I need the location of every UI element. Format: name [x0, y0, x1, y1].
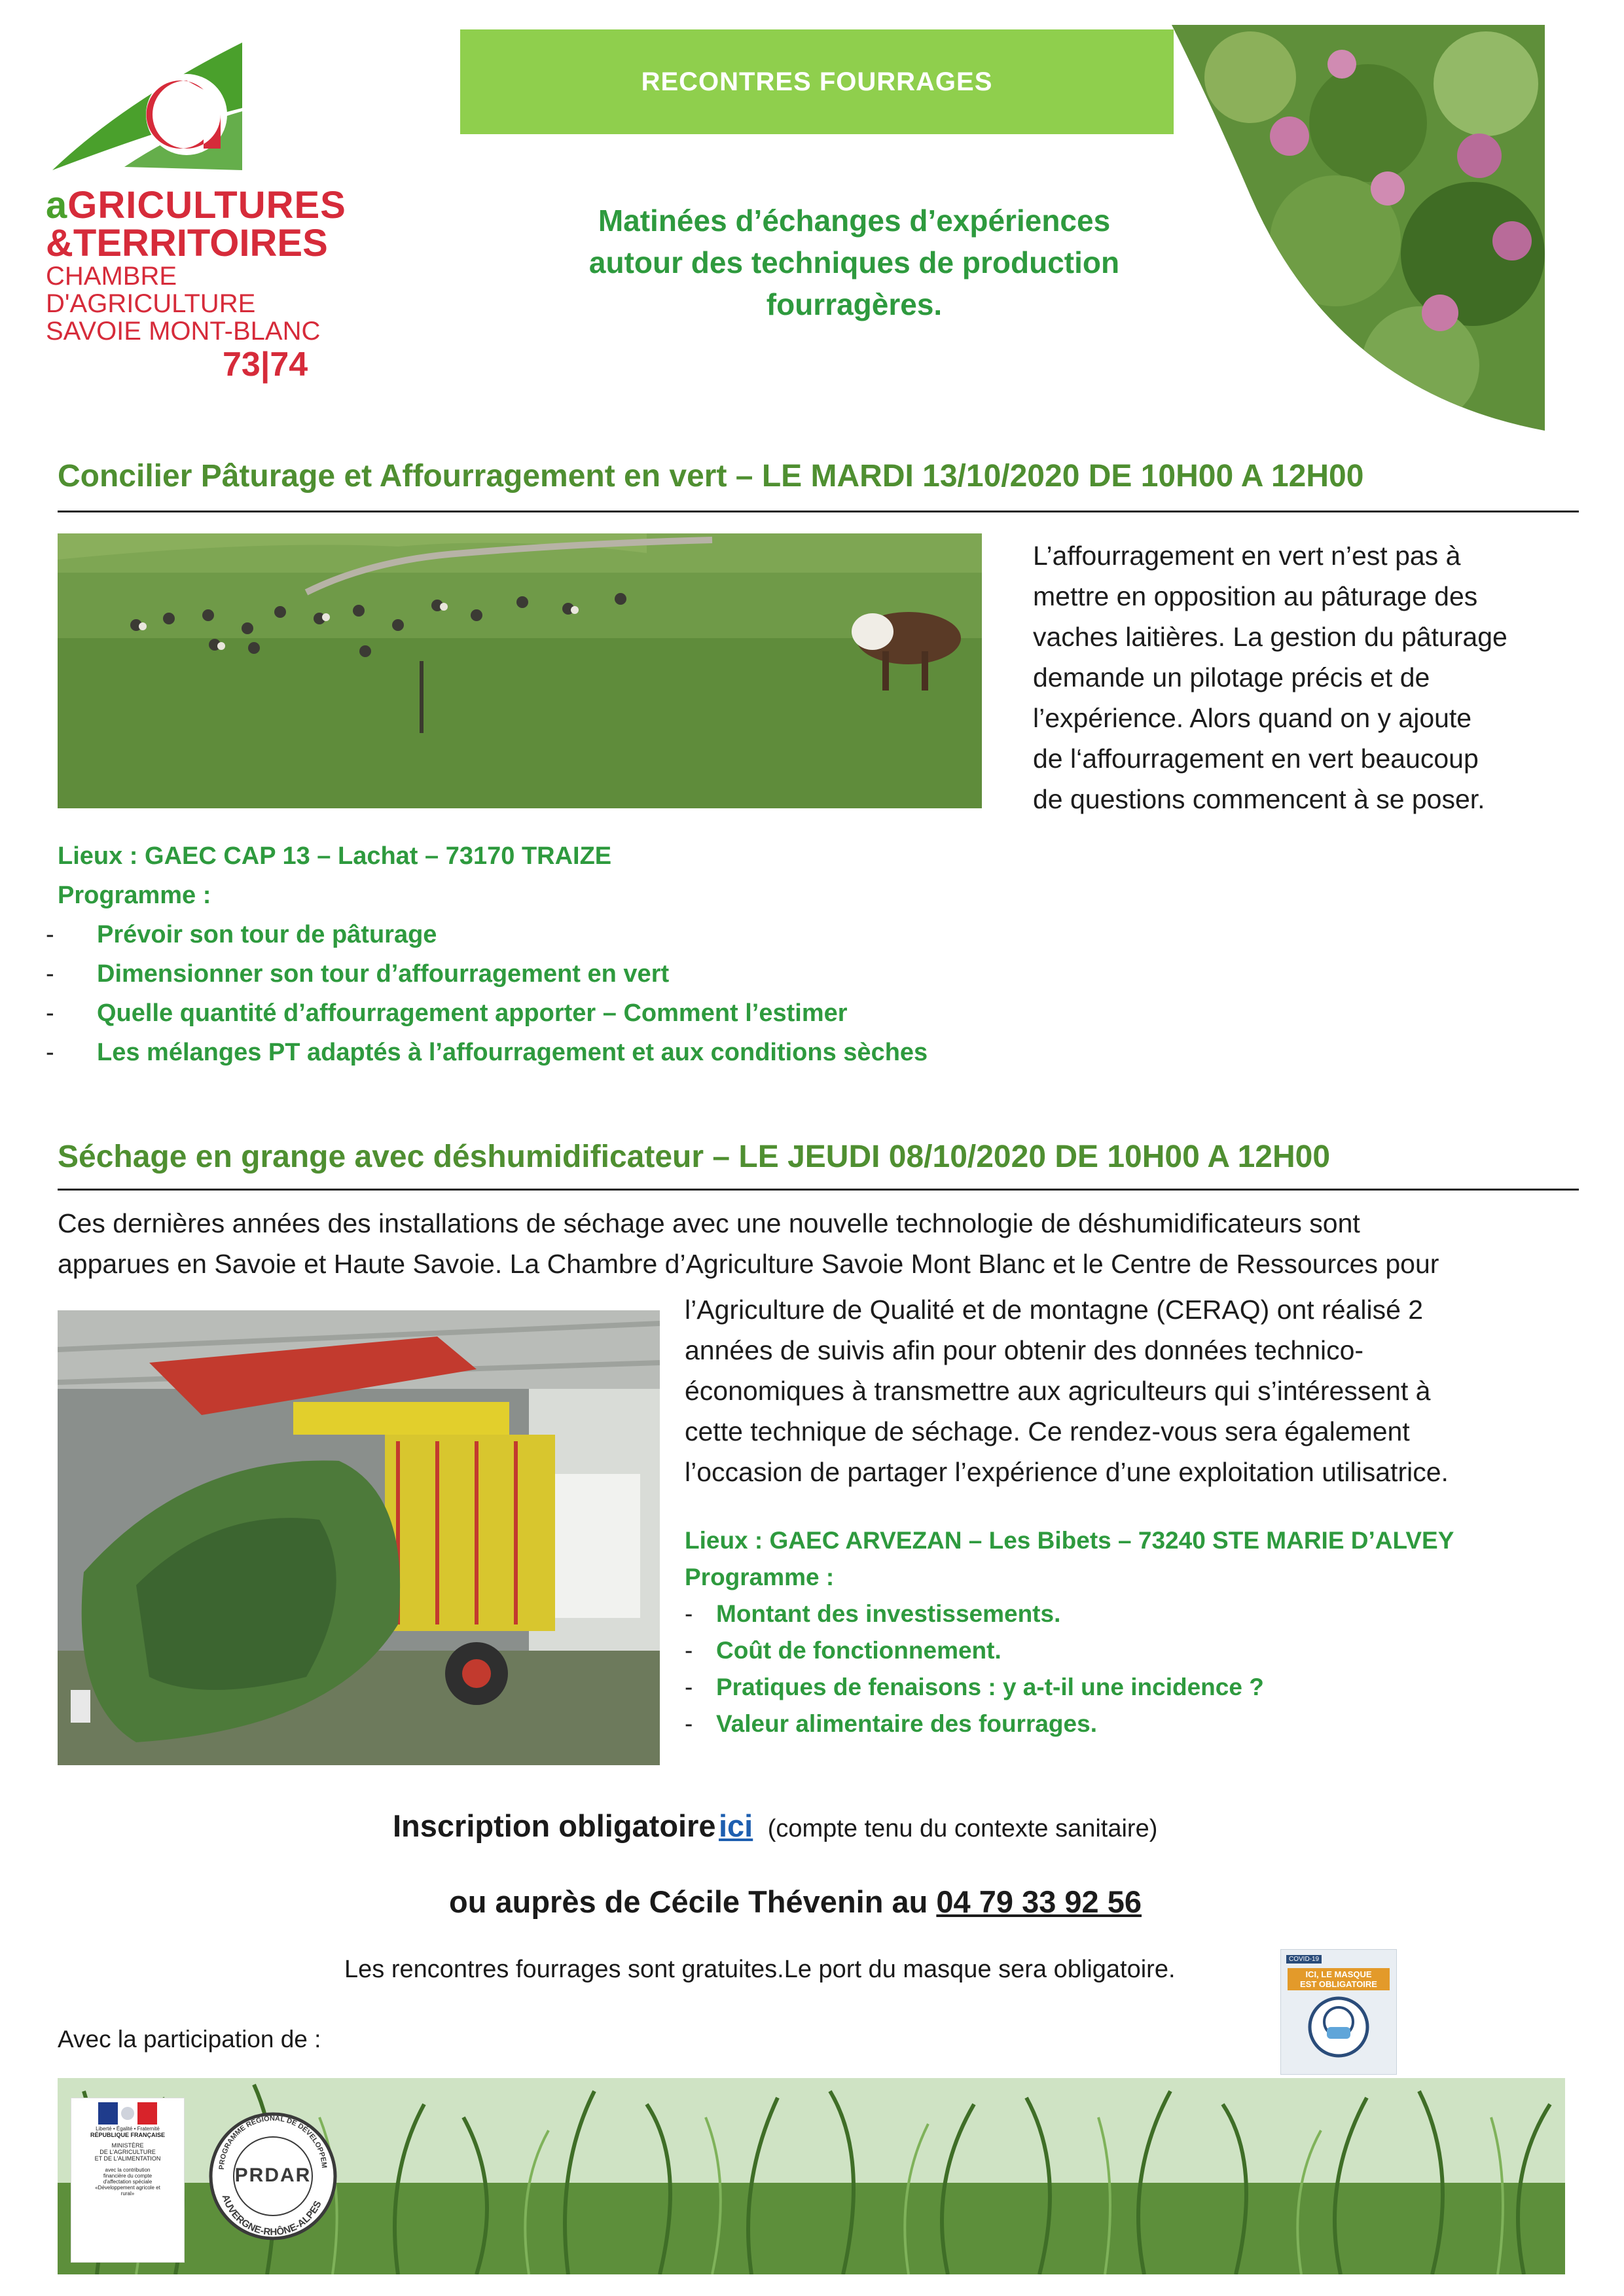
republique-francaise-logo: Liberté • Égalité • Fraternité RÉPUBLIQUE FRANÇAISE MINISTÈRE DE L'AGRICULTURE ET DE L'ALIMENTATION avec la contribution financière du compte d'affectation spéciale «Développement agricole et rural»: [71, 2098, 185, 2263]
section2-divider: [58, 1189, 1579, 1191]
description-line: cette technique de séchage. Ce rendez-vous sera également: [685, 1416, 1410, 1446]
section1-title: Concilier Pâturage et Affourragement en vert – LE MARDI 13/10/2020 DE 10H00 A 12H00: [58, 459, 1364, 493]
section1-programme-label: Programme :: [58, 882, 211, 909]
inscription-note: (compte tenu du contexte sanitaire): [767, 1815, 1158, 1842]
logo-departments: 73|74: [223, 346, 308, 384]
description-line: vaches laitières. La gestion du pâturage: [1033, 622, 1507, 652]
logo-text: [46, 184, 353, 384]
description-line: l’Agriculture de Qualité et de montagne (CERAQ) ont réalisé 2: [685, 1295, 1424, 1325]
list-item: - Valeur alimentaire des fourrages.: [685, 1710, 1097, 1737]
description-line: mettre en opposition au pâturage des: [1033, 581, 1478, 611]
phone-link[interactable]: 04 79 33 92 56: [936, 1884, 1142, 1919]
subtitle-line: autour des techniques de production: [588, 245, 1120, 279]
section1-programme-list: [46, 915, 928, 1072]
logo-a-letter: a: [46, 184, 68, 226]
section2-description: [685, 1289, 1588, 1492]
free-note: Les rencontres fourrages sont gratuites.Le port du masque sera obligatoire.: [344, 1956, 1176, 1983]
logo-savoie: SAVOIE MONT-BLANC: [46, 317, 321, 346]
description-line: Ces dernières années des installations de séchage avec une nouvelle technologie de déshumidificateurs sont: [58, 1208, 1360, 1238]
list-item: - Prévoir son tour de pâturage: [46, 921, 437, 948]
subtitle-line: Matinées d’échanges d’expériences: [598, 204, 1111, 238]
subtitle-line: fourragères.: [766, 287, 943, 321]
header-banner: [460, 29, 1174, 134]
hay-wagon-photo: [58, 1310, 660, 1765]
list-item: - Montant des investissements.: [685, 1600, 1061, 1627]
section2-programme-label: Programme :: [685, 1564, 835, 1590]
logo-chambre: CHAMBRE D'AGRICULTURE: [46, 262, 256, 318]
section2-title: Séchage en grange avec déshumidificateur – LE JEUDI 08/10/2020 DE 10H00 A 12H00: [58, 1139, 1331, 1174]
contact-prefix: ou auprès de Cécile Thévenin au: [449, 1884, 928, 1919]
inscription-link[interactable]: ici: [718, 1808, 753, 1843]
marianne-flag-icon: [98, 2102, 157, 2125]
list-item: - Coût de fonctionnement.: [685, 1637, 1001, 1664]
prdar-label: PRDAR: [234, 2164, 312, 2186]
section1-lieux: Lieux : GAEC CAP 13 – Lachat – 73170 TRAIZE: [58, 842, 612, 870]
list-item: - Pratiques de fenaisons : y a-t-il une incidence ?: [685, 1674, 1264, 1700]
logo-agricultures: GRICULTURES: [67, 184, 346, 226]
svg-text:AUVERGNE-RHÔNE-ALPES: AUVERGNE-RHÔNE-ALPES: [219, 2193, 324, 2238]
description-line: l’occasion de partager l’expérience d’une exploitation utilisatrice.: [685, 1457, 1449, 1487]
description-line: économiques à transmettre aux agriculteurs qui s’intéressent à: [685, 1376, 1431, 1406]
logo-territoires: &TERRITOIRES: [46, 222, 328, 264]
section2-intro: [58, 1203, 1583, 1284]
section1-divider: [58, 511, 1579, 512]
cows-pasture-photo: [58, 533, 982, 808]
contact-line: [449, 1884, 1142, 1920]
poster-title: ICI, LE MASQUE EST OBLIGATOIRE: [1288, 1968, 1390, 1990]
prdar-stamp: [204, 2091, 342, 2268]
mask-poster: [1280, 1949, 1397, 2075]
section1-description: [1033, 535, 1589, 819]
svg-text:PROGRAMME RÉGIONAL DE DÉVELOPP: PROGRAMME RÉGIONAL DE DÉVELOPPEM: [217, 2114, 329, 2170]
participation-label: Avec la participation de :: [58, 2026, 321, 2053]
description-line: demande un pilotage précis et de: [1033, 662, 1430, 692]
list-item: - Les mélanges PT adaptés à l’affourragement et aux conditions sèches: [46, 1039, 928, 1066]
list-item: - Quelle quantité d’affourragement apporter – Comment l’estimer: [46, 999, 848, 1027]
banner-title: RECONTRES FOURRAGES: [641, 67, 993, 96]
inscription-label: Inscription obligatoire: [393, 1808, 716, 1843]
mask-face-icon: [1306, 1994, 1371, 2060]
chambre-agriculture-logo: [46, 29, 262, 180]
description-line: apparues en Savoie et Haute Savoie. La Chambre d’Agriculture Savoie Mont Blanc et le Centre de Ressources pour: [58, 1249, 1439, 1279]
list-item: - Dimensionner son tour d’affourragement en vert: [46, 960, 670, 988]
description-line: de l‘affourragement en vert beaucoup: [1033, 744, 1479, 774]
poster-tag: COVID-19: [1286, 1955, 1322, 1964]
description-line: l’expérience. Alors quand on y ajoute: [1033, 703, 1472, 733]
inscription-line: [393, 1808, 1157, 1844]
section2-programme-list: [685, 1596, 1264, 1742]
description-line: années de suivis afin pour obtenir des données technico-: [685, 1335, 1364, 1365]
description-line: de questions commencent à se poser.: [1033, 784, 1485, 814]
clover-field-photo: [1172, 25, 1545, 431]
header-subtitle: [484, 200, 1224, 325]
section2-lieux: Lieux : GAEC ARVEZAN – Les Bibets – 73240 STE MARIE D’ALVEY: [685, 1527, 1454, 1554]
description-line: L’affourragement en vert n’est pas à: [1033, 541, 1461, 571]
